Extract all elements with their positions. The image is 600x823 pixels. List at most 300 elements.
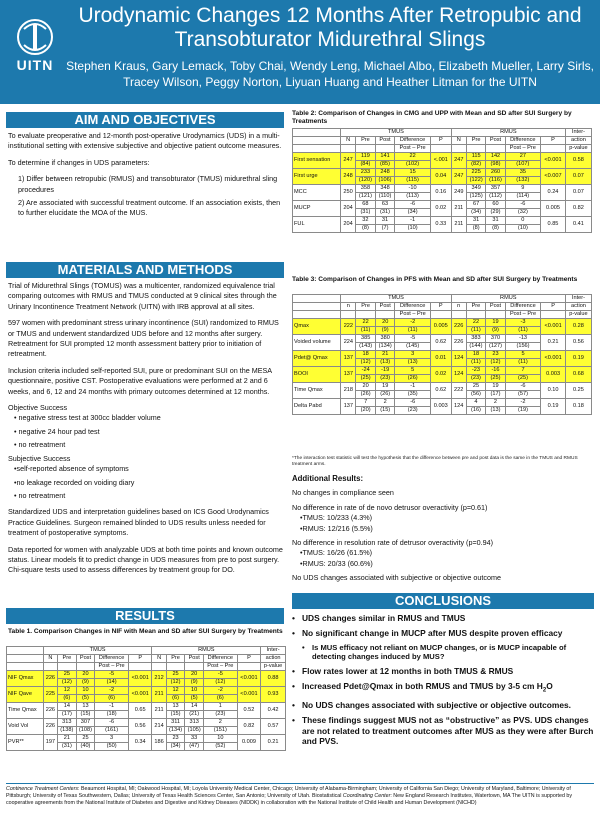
table-cell: 357 bbox=[486, 185, 505, 193]
list-item: • negative stress test at 300cc bladder volume bbox=[14, 413, 161, 423]
table-header-cell bbox=[375, 145, 395, 153]
table-header-cell: N bbox=[451, 137, 466, 145]
table-cell: 124 bbox=[451, 399, 466, 415]
table-cell: <0.001 bbox=[128, 687, 151, 703]
poster-authors: Stephen Kraus, Gary Lemack, Toby Chai, Wendy Leng, Michael Albo, Elizabeth Mueller, Larry Sirls, Tracey Wilson, Peggy Norton, Liyuan Huang and Heather Litman for the UITN bbox=[66, 59, 594, 89]
table-cell: (15) bbox=[76, 711, 95, 719]
additional-line: •TMUS: 10/233 (4.3%) bbox=[300, 513, 373, 523]
aims-item: 2) Are associated with successful treatment outcome. If an association exists, then to further elucidate the MOA of the MUS. bbox=[18, 198, 281, 218]
table-header-cell bbox=[7, 655, 44, 663]
table-cell: 0.005 bbox=[541, 201, 566, 217]
table-cell: 25 bbox=[166, 671, 185, 679]
table-header-cell bbox=[293, 295, 341, 303]
table-cell: (15) bbox=[375, 407, 395, 415]
table-cell: (9) bbox=[185, 679, 204, 687]
table-cell: 0.82 bbox=[565, 201, 591, 217]
table-header-cell bbox=[293, 303, 341, 311]
table-cell: 349 bbox=[466, 185, 486, 193]
table-header-cell bbox=[293, 145, 341, 153]
table-cell: -23 bbox=[466, 367, 486, 375]
additional-line: •TMUS: 16/26 (61.5%) bbox=[300, 548, 373, 558]
additional-line: •RMUS: 12/216 (5.5%) bbox=[300, 523, 373, 533]
table-row bbox=[293, 319, 592, 327]
table-cell: 18 bbox=[466, 351, 486, 359]
methods-p4: Standardized UDS and interpretation guidelines based on ICS Good Urodynamics Practice Guidelines. Surgeon remained blinded to UDS results unless needed for treatment of postoperative symptoms. bbox=[8, 507, 269, 538]
table-cell: 383 bbox=[466, 335, 486, 343]
table-cell: 20 bbox=[356, 383, 376, 391]
table-cell: 21 bbox=[58, 735, 77, 743]
table-cell: (26) bbox=[375, 391, 395, 399]
table-header-cell: Post – Pre bbox=[395, 145, 431, 153]
table-cell: 0.07 bbox=[565, 185, 591, 201]
table-row-label: Time Qmax bbox=[7, 703, 44, 719]
credits-label: Continence Treatment Centers bbox=[6, 786, 79, 792]
table-cell: 0.01 bbox=[430, 351, 451, 367]
table-cell: (98) bbox=[486, 161, 505, 169]
table-cell: 0.85 bbox=[541, 217, 566, 233]
table-cell: (23) bbox=[375, 375, 395, 383]
table-cell: 20 bbox=[375, 319, 395, 327]
table-row bbox=[293, 217, 592, 225]
table-header-cell: Inter- bbox=[565, 129, 591, 137]
table-cell: (12) bbox=[58, 679, 77, 687]
table-header-cell bbox=[451, 311, 466, 319]
table-cell: 211 bbox=[451, 201, 466, 217]
table-header-cell: P bbox=[128, 655, 151, 663]
table-header-cell bbox=[486, 311, 506, 319]
table-cell: (6) bbox=[203, 695, 237, 703]
table-cell: <0.001 bbox=[541, 319, 566, 335]
table-cell: (12) bbox=[486, 359, 506, 367]
table-cell: 307 bbox=[76, 719, 95, 727]
table-header-cell: P bbox=[430, 303, 451, 311]
table-cell: 260 bbox=[486, 169, 505, 177]
table-cell: 226 bbox=[43, 703, 57, 719]
table-cell: 248 bbox=[375, 169, 395, 177]
table-cell: 380 bbox=[375, 335, 395, 343]
table-header-cell: n bbox=[341, 303, 356, 311]
table-header-cell: Post bbox=[185, 655, 204, 663]
table-cell: (144) bbox=[466, 343, 486, 351]
table-cell: 22 bbox=[395, 153, 431, 161]
table-row-label: MUCP bbox=[293, 201, 341, 217]
table-header-cell bbox=[341, 311, 356, 319]
table-cell: 19 bbox=[486, 319, 506, 327]
table-cell: 23 bbox=[166, 735, 185, 743]
table-header-cell: Pre bbox=[356, 137, 376, 145]
table-cell: 10 bbox=[203, 735, 237, 743]
table-cell: (9) bbox=[76, 679, 95, 687]
table-cell: 137 bbox=[341, 367, 356, 383]
table-row-label: First urge bbox=[293, 169, 341, 185]
table-cell: (15) bbox=[166, 711, 185, 719]
table-row-label: FUL bbox=[293, 217, 341, 233]
conclusion-item: • UDS changes similar in RMUS and TMUS bbox=[292, 613, 594, 624]
table-cell: 0.16 bbox=[430, 185, 451, 201]
table-cell: 348 bbox=[375, 185, 395, 193]
table-cell: (8) bbox=[356, 225, 376, 233]
table-cell: 9 bbox=[505, 185, 541, 193]
table-row-label: Void Vol bbox=[7, 719, 44, 735]
table-cell: 20 bbox=[185, 671, 204, 679]
table-cell: 35 bbox=[505, 169, 541, 177]
table-cell: (23) bbox=[466, 375, 486, 383]
table-cell: -1 bbox=[395, 217, 431, 225]
table-cell: (12) bbox=[356, 359, 376, 367]
methods-p1: Trial of Midurethral Slings (TOMUS) was a multicenter, randomized equivalence trial comparing outcomes with RMUS and TMUS conducted at 9 clinical sites through the Urinary Incontinence Treatment Network (UITN) with IRB approval at all sites. bbox=[8, 281, 277, 311]
table-group-header: TMUS bbox=[43, 647, 152, 655]
table-cell: 124 bbox=[451, 367, 466, 383]
table-cell: 67 bbox=[466, 201, 486, 209]
table-cell: -6 bbox=[95, 719, 129, 727]
table2-caption: Table 2: Comparison of Changes in CMG and UPP with Mean and SD after SUI Surgery by Treatments bbox=[292, 110, 572, 125]
table-cell: (8) bbox=[466, 225, 486, 233]
table-cell: (102) bbox=[395, 161, 431, 169]
table-cell: (110) bbox=[375, 193, 395, 201]
table-header-cell bbox=[58, 663, 77, 671]
uitn-logo bbox=[10, 17, 60, 73]
table-cell: (145) bbox=[395, 343, 430, 351]
table-header-cell: Pre bbox=[466, 303, 486, 311]
table-header-cell: Pre bbox=[58, 655, 77, 663]
poster-header bbox=[0, 0, 600, 104]
credits-label: Coordinating Center bbox=[342, 793, 391, 799]
table-cell: (5) bbox=[185, 695, 204, 703]
table-cell: (13) bbox=[486, 407, 506, 415]
table-cell: 0.93 bbox=[261, 687, 286, 703]
table3-caption: Table 3: Comparison of Changes in PFS with Mean and SD after SUI Surgery by Treatments bbox=[292, 276, 578, 283]
additional-line: No difference in rate of de novo detrusor overactivity (p=0.61) bbox=[292, 502, 488, 512]
table-cell: 10 bbox=[185, 687, 204, 695]
table-header-cell bbox=[152, 663, 166, 671]
table-header-cell bbox=[293, 129, 341, 137]
table-row-label: PVR** bbox=[7, 735, 44, 751]
table-cell: (11) bbox=[466, 359, 486, 367]
table-header-cell bbox=[7, 647, 44, 655]
table-cell: -6 bbox=[505, 201, 541, 209]
table-cell: 226 bbox=[451, 335, 466, 351]
table-cell: 218 bbox=[341, 383, 356, 399]
table-cell: 0.005 bbox=[430, 319, 451, 335]
table-header-cell bbox=[466, 145, 486, 153]
table-cell: -6 bbox=[505, 383, 540, 391]
table-header-cell: p-value bbox=[261, 663, 286, 671]
table-cell: 0.65 bbox=[128, 703, 151, 719]
table-cell: 15 bbox=[395, 169, 431, 177]
table-cell: <.001 bbox=[430, 153, 451, 169]
table-cell: 247 bbox=[451, 153, 466, 169]
table-row bbox=[7, 735, 286, 743]
table-cell: 68 bbox=[356, 201, 376, 209]
table-cell: 25 bbox=[466, 383, 486, 391]
table-header-cell bbox=[7, 663, 44, 671]
table-row-label: NIF Qave bbox=[7, 687, 44, 703]
table-cell: (31) bbox=[375, 209, 395, 217]
table-cell: 225 bbox=[466, 169, 486, 177]
table-cell: -24 bbox=[356, 367, 376, 375]
table-cell: (25) bbox=[486, 375, 506, 383]
table-cell: 124 bbox=[451, 351, 466, 367]
table-cell: 19 bbox=[486, 383, 506, 391]
table-header-cell: Pre bbox=[466, 137, 486, 145]
methods-section bbox=[8, 281, 286, 582]
objective-success-title: Objective Success bbox=[8, 403, 68, 413]
table-group-header: RMUS bbox=[451, 129, 565, 137]
table-cell: -6 bbox=[395, 201, 431, 209]
table-cell: 358 bbox=[356, 185, 376, 193]
table-cell: (84) bbox=[356, 161, 376, 169]
table-cell: (132) bbox=[505, 177, 541, 185]
conclusion-subitem: • Is MUS efficacy not reliant on MUCP changes, or is MUCP incapable of detecting changes induced by MUS? bbox=[292, 643, 594, 662]
table-header-cell: Post bbox=[486, 303, 506, 311]
table-cell: (31) bbox=[356, 209, 376, 217]
results-heading: RESULTS bbox=[6, 608, 284, 624]
table-cell: 222 bbox=[341, 319, 356, 335]
logo-emblem-icon bbox=[10, 17, 60, 57]
table-cell: 225 bbox=[43, 687, 57, 703]
table-cell: -19 bbox=[375, 367, 395, 375]
table-cell: 142 bbox=[486, 153, 505, 161]
table-cell: (35) bbox=[395, 391, 430, 399]
table-header-cell: Pre bbox=[356, 303, 376, 311]
table-cell: 21 bbox=[375, 351, 395, 359]
table-row-label: Voided volume bbox=[293, 335, 341, 351]
table-cell: 250 bbox=[341, 185, 356, 201]
table-cell: (32) bbox=[505, 209, 541, 217]
table-cell: 63 bbox=[375, 201, 395, 209]
table-cell: (26) bbox=[395, 375, 430, 383]
table-cell: (113) bbox=[395, 193, 431, 201]
table-cell: (7) bbox=[375, 225, 395, 233]
table-cell: 10 bbox=[76, 687, 95, 695]
table3-footnote: *The interaction test statistic will test the hypothesis that the difference between pre and post data is the same in the TMUS and RMUS treatment arms. bbox=[292, 456, 578, 467]
table-header-cell bbox=[356, 145, 376, 153]
table-header-cell: Pre bbox=[166, 655, 185, 663]
table-cell: 313 bbox=[185, 719, 204, 727]
table-cell: 0.10 bbox=[541, 383, 566, 399]
table2 bbox=[292, 128, 592, 233]
table-cell: (23) bbox=[395, 407, 430, 415]
table-cell: -2 bbox=[95, 687, 129, 695]
conclusion-item: • Increased Pdet@Qmax in both RMUS and TMUS by 3-5 cm $H_2O$ bbox=[292, 681, 594, 696]
table-cell: 0.28 bbox=[565, 319, 591, 335]
table-cell: -2 bbox=[395, 319, 430, 327]
table-cell: -5 bbox=[95, 671, 129, 679]
aims-item: 1) Differ between retropubic (RMUS) and transobturator (TMUS) midurethral sling procedures bbox=[18, 174, 278, 194]
table-cell: <0.001 bbox=[541, 153, 566, 169]
table-cell: 0.52 bbox=[237, 703, 260, 719]
table-header-cell: Difference bbox=[505, 137, 541, 145]
table-header-cell: Post – Pre bbox=[505, 311, 540, 319]
table-cell: 7 bbox=[505, 367, 540, 375]
aims-heading: AIM AND OBJECTIVES bbox=[6, 112, 284, 128]
table-row bbox=[293, 383, 592, 391]
table-cell: 186 bbox=[152, 735, 166, 751]
table-cell: (26) bbox=[356, 391, 376, 399]
table-group-header: RMUS bbox=[451, 295, 565, 303]
table-cell: (82) bbox=[466, 161, 486, 169]
table-cell: <0.007 bbox=[541, 169, 566, 185]
table-row bbox=[7, 719, 286, 727]
table-row-label: Qmax bbox=[293, 319, 341, 335]
table-cell: 214 bbox=[152, 719, 166, 735]
table-cell: (11) bbox=[395, 327, 430, 335]
table-header-cell: n bbox=[451, 303, 466, 311]
table-cell: 212 bbox=[152, 671, 166, 687]
table-header-cell: P bbox=[541, 137, 566, 145]
table-header-cell: Difference bbox=[505, 303, 540, 311]
table-header-cell: N bbox=[43, 655, 57, 663]
additional-line: No UDS changes associated with subjective or objective outcome bbox=[292, 573, 501, 583]
table-cell: (10) bbox=[505, 225, 541, 233]
table-cell: 115 bbox=[466, 153, 486, 161]
table-cell: 1 bbox=[203, 703, 237, 711]
conclusion-item: • No UDS changes associated with subjective or objective outcomes. bbox=[292, 700, 594, 711]
table-cell: (112) bbox=[486, 193, 505, 201]
table-cell: 2 bbox=[486, 399, 506, 407]
conclusions-heading: CONCLUSIONS bbox=[292, 593, 594, 609]
table-group-header: RMUS bbox=[152, 647, 261, 655]
additional-results bbox=[292, 474, 592, 584]
table-cell: 33 bbox=[185, 735, 204, 743]
table-cell: (125) bbox=[466, 193, 486, 201]
table-cell: <0.001 bbox=[237, 687, 260, 703]
table-cell: 25 bbox=[76, 735, 95, 743]
table-cell: 248 bbox=[341, 169, 356, 185]
table-header-cell bbox=[341, 145, 356, 153]
table-cell: (127) bbox=[486, 343, 506, 351]
table-cell: 226 bbox=[451, 319, 466, 335]
table-cell: 13 bbox=[76, 703, 95, 711]
table-cell: (105) bbox=[185, 727, 204, 735]
table-cell: 31 bbox=[375, 217, 395, 225]
table-cell: -2 bbox=[203, 687, 237, 695]
table-header-cell: p-value bbox=[565, 145, 591, 153]
table-cell: 0.07 bbox=[565, 169, 591, 185]
table-cell: (34) bbox=[166, 743, 185, 751]
table-cell: -16 bbox=[486, 367, 506, 375]
table-cell: (116) bbox=[486, 177, 505, 185]
additional-line: No changes in compliance seen bbox=[292, 488, 394, 498]
table-header-cell: Post bbox=[375, 303, 395, 311]
table-row bbox=[7, 703, 286, 711]
table-cell: -2 bbox=[505, 399, 540, 407]
additional-results-heading: Additional Results: bbox=[292, 474, 364, 483]
table-cell: 197 bbox=[43, 735, 57, 751]
table-cell: 0.33 bbox=[430, 217, 451, 233]
table-cell: (10) bbox=[395, 225, 431, 233]
table-cell: 0.21 bbox=[541, 335, 566, 351]
table-cell: 0.34 bbox=[128, 735, 151, 751]
table-cell: (12) bbox=[166, 679, 185, 687]
table-cell: (9) bbox=[486, 327, 506, 335]
list-item: •no leakage recorded on voiding diary bbox=[14, 477, 135, 487]
table-cell: 22 bbox=[466, 319, 486, 327]
table-cell: 0.62 bbox=[430, 335, 451, 351]
table-cell: <0.001 bbox=[541, 351, 566, 367]
table-row bbox=[7, 687, 286, 695]
table-cell: (16) bbox=[466, 407, 486, 415]
table-row bbox=[293, 153, 592, 161]
table-cell: (23) bbox=[203, 711, 237, 719]
table-cell: 247 bbox=[341, 153, 356, 169]
table-cell: -5 bbox=[203, 671, 237, 679]
table-cell: (122) bbox=[466, 177, 486, 185]
list-item: • negative 24 hour pad test bbox=[14, 426, 100, 436]
table-cell: (11) bbox=[505, 327, 540, 335]
table-cell: 119 bbox=[356, 153, 376, 161]
table-cell: 25 bbox=[58, 671, 77, 679]
table-cell: (8) bbox=[486, 225, 505, 233]
table-cell: 27 bbox=[505, 153, 541, 161]
table-cell: 137 bbox=[341, 399, 356, 415]
table1-caption: Table 1. Comparison Changes in NIF with Mean and SD after SUI Surgery by Treatments bbox=[8, 628, 283, 635]
table-header-cell: Post – Pre bbox=[505, 145, 541, 153]
table-cell: (29) bbox=[486, 209, 505, 217]
table-cell: 7 bbox=[356, 399, 376, 407]
table-cell: (40) bbox=[76, 743, 95, 751]
methods-p2: 597 women with predominant stress urinary incontinence (SUI) randomized to RMUS or TMUS and underwent standardized UDS before and 12 months after surgery. Retreatment for SUI prompted 12 month assessment battery prior to initiation of retreatment. bbox=[8, 318, 279, 359]
table-cell: 12 bbox=[166, 687, 185, 695]
table-cell: (6) bbox=[166, 695, 185, 703]
subjective-success-title: Subjective Success bbox=[8, 453, 71, 463]
table-cell: (47) bbox=[185, 743, 204, 751]
table-header-cell: Difference bbox=[203, 655, 237, 663]
table-cell: (6) bbox=[58, 695, 77, 703]
table-header-cell bbox=[541, 311, 566, 319]
table-header-cell: P bbox=[237, 655, 260, 663]
table-cell: (11) bbox=[466, 327, 486, 335]
table1 bbox=[6, 646, 286, 751]
table-header-cell: N bbox=[341, 137, 356, 145]
table-cell: (161) bbox=[95, 727, 129, 735]
table-header-cell bbox=[293, 137, 341, 145]
table-cell: 0.68 bbox=[565, 367, 591, 383]
table-cell: (20) bbox=[356, 407, 376, 415]
table-cell: 141 bbox=[375, 153, 395, 161]
table-cell: (134) bbox=[166, 727, 185, 735]
table-cell: (121) bbox=[356, 193, 376, 201]
table-cell: 0.25 bbox=[565, 383, 591, 399]
table-cell: (107) bbox=[505, 161, 541, 169]
table-header-cell: Post – Pre bbox=[203, 663, 237, 671]
table-row bbox=[293, 185, 592, 193]
table-header-cell bbox=[293, 311, 341, 319]
table-cell: (115) bbox=[395, 177, 431, 185]
table-cell: 211 bbox=[152, 687, 166, 703]
table-cell: (6) bbox=[95, 695, 129, 703]
table-cell: 32 bbox=[356, 217, 376, 225]
table-cell: (12) bbox=[203, 679, 237, 687]
table-cell: (25) bbox=[505, 375, 540, 383]
table-header-cell bbox=[375, 311, 395, 319]
table-header-cell bbox=[356, 311, 376, 319]
table-header-cell bbox=[466, 311, 486, 319]
table-header-cell: Post bbox=[486, 137, 505, 145]
table-row bbox=[293, 201, 592, 209]
table-row bbox=[293, 399, 592, 407]
table-cell: (134) bbox=[375, 343, 395, 351]
table-header-cell: N bbox=[152, 655, 166, 663]
table-cell: (114) bbox=[505, 193, 541, 201]
table-cell: -6 bbox=[395, 399, 430, 407]
table-header-cell bbox=[541, 145, 566, 153]
table-cell: (56) bbox=[466, 391, 486, 399]
table-cell: 4 bbox=[466, 399, 486, 407]
table-cell: (85) bbox=[375, 161, 395, 169]
table-row bbox=[7, 671, 286, 679]
table-cell: 0.02 bbox=[430, 367, 451, 383]
